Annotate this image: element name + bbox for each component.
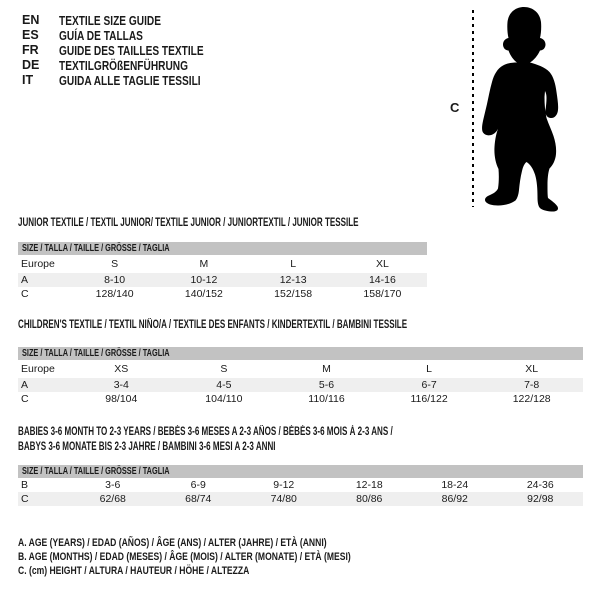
language-code: IT: [22, 73, 34, 87]
language-title: GUIDA ALLE TAGLIE TESSILI: [59, 73, 201, 88]
value-cell: 10-12: [190, 274, 218, 286]
value-cell: 122/128: [512, 393, 551, 405]
table-row: [18, 378, 583, 392]
table-row: [18, 287, 427, 301]
babies-table-title-line1: BABIES 3-6 MONTH TO 2-3 YEARS / BEBÉS 3-6 MESES A 2-3 AÑOS / BÉBÉS 3-6 MOIS À 2-3 ANS /: [18, 426, 393, 438]
size-cell: M: [199, 258, 209, 270]
value-cell: 152/158: [274, 288, 313, 300]
language-row: [22, 43, 244, 58]
value-cell: 68/74: [185, 493, 212, 505]
junior-size-header: SIZE / TALLA / TAILLE / GRÖSSE / TAGLIA: [18, 242, 427, 255]
value-cell: 3-4: [113, 379, 129, 391]
language-code: ES: [22, 28, 39, 42]
language-row: [22, 58, 244, 73]
value-cell: 12-13: [279, 274, 307, 286]
size-cell: S: [220, 363, 228, 375]
language-title: TEXTILE SIZE GUIDE: [59, 13, 161, 28]
language-title-list: [22, 13, 244, 88]
value-cell: 6-7: [421, 379, 437, 391]
value-cell: 128/140: [95, 288, 134, 300]
table-row: [18, 478, 583, 492]
value-cell: 140/152: [184, 288, 223, 300]
language-title: GUÍA DE TALLAS: [59, 28, 143, 43]
junior-table: [18, 255, 427, 301]
value-cell: 5-6: [318, 379, 335, 391]
height-dotted-line: [472, 10, 474, 207]
value-cell: 98/104: [105, 393, 138, 405]
children-size-header: SIZE / TALLA / TAILLE / GRÖSSE / TAGLIA: [18, 347, 583, 360]
row-label: C: [21, 393, 29, 405]
language-title: TEXTILGRÖßENFÜHRUNG: [59, 58, 189, 73]
table-row: [18, 360, 583, 378]
value-cell: 12-18: [355, 479, 383, 491]
value-cell: 116/122: [410, 393, 448, 405]
babies-table: [18, 478, 583, 506]
table-row: [18, 492, 583, 506]
value-cell: 62/68: [99, 493, 126, 505]
size-cell: L: [290, 258, 297, 270]
value-cell: 9-12: [273, 479, 295, 491]
size-cell: L: [426, 363, 432, 375]
value-cell: 92/98: [527, 493, 554, 505]
value-cell: 86/92: [441, 493, 468, 505]
value-cell: 158/170: [363, 288, 402, 300]
footnote-c: C. (cm) HEIGHT / ALTURA / HAUTEUR / HÖHE / ALTEZZA: [18, 565, 250, 577]
height-label: C: [450, 100, 460, 115]
value-cell: 104/110: [205, 393, 243, 405]
language-title: GUIDE DES TAILLES TEXTILE: [59, 43, 204, 58]
footnote-b: B. AGE (MONTHS) / EDAD (MESES) / ÂGE (MOIS) / ALTER (MONATE) / ETÀ (MESI): [18, 551, 351, 563]
row-label: Europe: [21, 258, 55, 270]
size-cell: S: [111, 258, 119, 270]
row-label: B: [21, 479, 29, 491]
babies-size-header: SIZE / TALLA / TAILLE / GRÖSSE / TAGLIA: [18, 465, 583, 478]
footnote-a: A. AGE (YEARS) / EDAD (AÑOS) / ÂGE (ANS) / ALTER (JAHRE) / ETÀ (ANNI): [18, 537, 327, 549]
junior-table-title: JUNIOR TEXTILE / TEXTIL JUNIOR/ TEXTILE JUNIOR / JUNIORTEXTIL / JUNIOR TESSILE: [18, 217, 359, 229]
baby-silhouette-icon: [479, 7, 571, 214]
value-cell: 24-36: [526, 479, 554, 491]
size-cell: XL: [525, 363, 539, 375]
size-cell: XL: [375, 258, 389, 270]
row-label: C: [21, 288, 29, 300]
value-cell: 3-6: [105, 479, 121, 491]
size-cell: M: [322, 363, 331, 375]
language-code: FR: [22, 43, 39, 57]
value-cell: 110/116: [308, 393, 345, 405]
value-cell: 18-24: [441, 479, 469, 491]
language-row: [22, 28, 244, 43]
size-cell: XS: [114, 363, 129, 375]
language-code: DE: [22, 58, 40, 72]
children-table-title: CHILDREN'S TEXTILE / TEXTIL NIÑO/A / TEXTILE DES ENFANTS / KINDERTEXTIL / BAMBINI TESSILE: [18, 319, 408, 331]
value-cell: 74/80: [270, 493, 297, 505]
table-row: [18, 273, 427, 287]
value-cell: 8-10: [104, 274, 126, 286]
row-label: C: [21, 493, 29, 505]
children-table: [18, 360, 583, 406]
value-cell: 4-5: [216, 379, 232, 391]
value-cell: 14-16: [368, 274, 396, 286]
language-code: EN: [22, 13, 40, 27]
row-label: A: [21, 379, 29, 391]
row-label: Europe: [21, 363, 55, 375]
babies-table-title-line2: BABYS 3-6 MONATE BIS 2-3 JAHRE / BAMBINI 3-6 MESI A 2-3 ANNI: [18, 441, 276, 453]
value-cell: 7-8: [524, 379, 540, 391]
row-label: A: [21, 274, 29, 286]
table-row: [18, 392, 583, 406]
table-row: [18, 255, 427, 273]
value-cell: 6-9: [190, 479, 206, 491]
value-cell: 80/86: [356, 493, 383, 505]
language-row: [22, 73, 244, 88]
language-row: [22, 13, 244, 28]
